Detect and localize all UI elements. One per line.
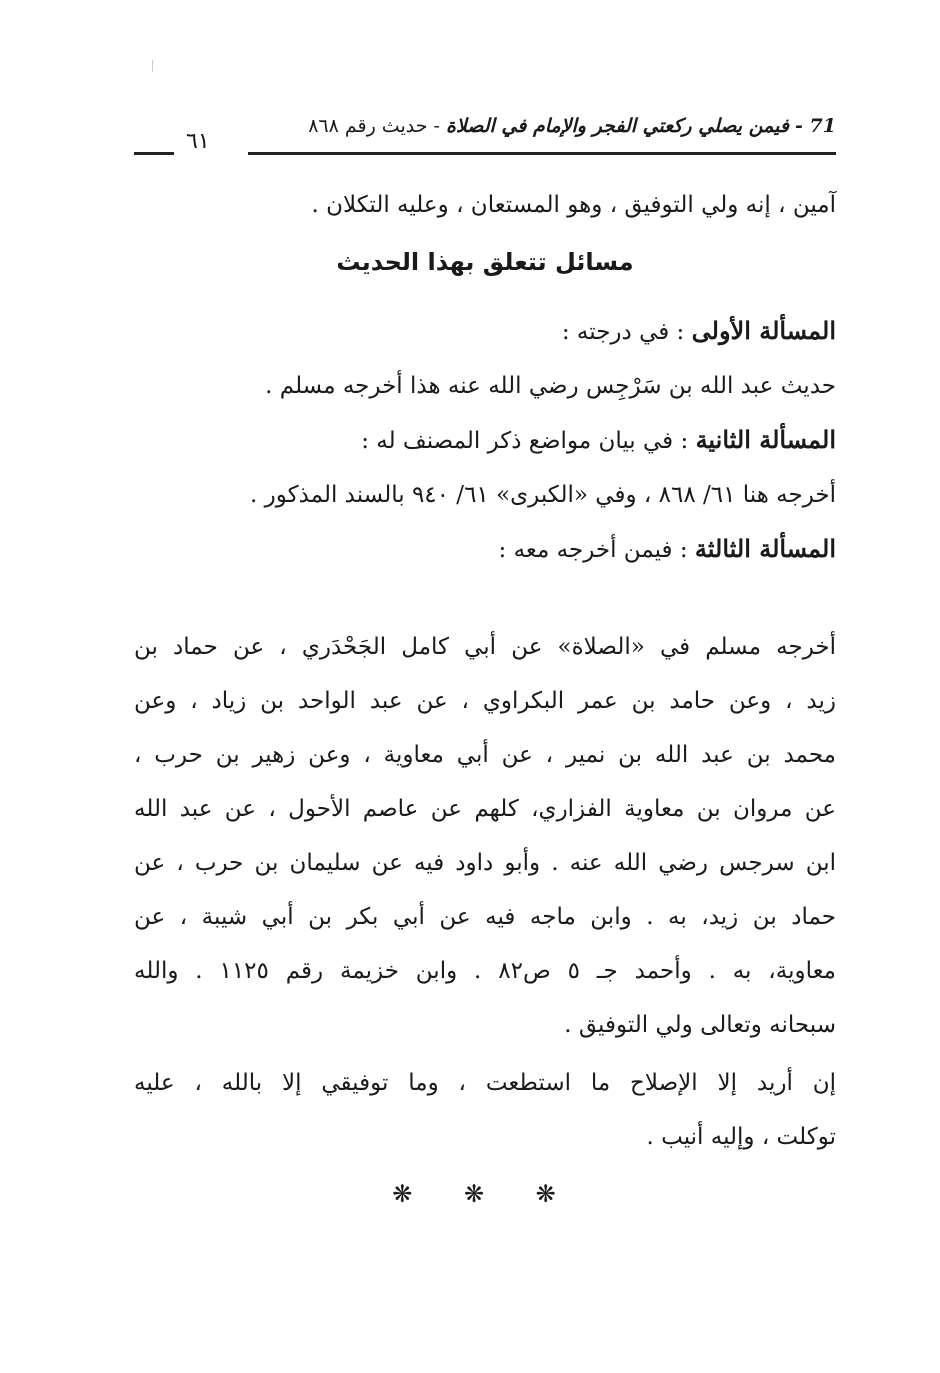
chapter-title: فيمن يصلي ركعتي الفجر والإمام في الصلاة xyxy=(445,115,789,137)
text-line: محمد بن عبد الله بن نمير ، عن أبي معاوية ، وعن زهير بن حرب ، xyxy=(134,742,836,768)
issue-3-title: : فيمن أخرجه معه : xyxy=(498,537,695,563)
issue-1-heading xyxy=(134,304,836,359)
text-line: سبحانه وتعالى ولي التوفيق . xyxy=(564,1012,836,1038)
issue-1-text: حديث عبد الله بن سَرْجِس رضي الله عنه هذا أخرجه مسلم . xyxy=(265,373,836,399)
issue-2-heading xyxy=(134,413,836,468)
section-divider-stars: ❋ ❋ ❋ xyxy=(392,1180,578,1208)
section-heading: مسائل تتعلق بهذا الحديث xyxy=(336,248,634,276)
chapter-number: 71 - xyxy=(795,115,836,137)
text-line: ابن سرجس رضي الله عنه . وأبو داود فيه عن سليمان بن حرب ، عن xyxy=(134,850,836,876)
issue-2-label: المسألة الثانية xyxy=(695,425,836,454)
text-line: زيد ، وعن حامد بن عمر البكراوي ، عن عبد الواحد بن زياد ، وعن xyxy=(134,688,836,714)
issue-3-heading xyxy=(134,522,836,577)
issue-1-title: : في درجته : xyxy=(561,319,692,345)
issue-2-title: : في بيان مواضع ذكر المصنف له : xyxy=(361,428,696,454)
header-rule-short xyxy=(134,152,174,155)
issue-3-label: المسألة الثالثة xyxy=(694,534,836,563)
text-line: آمين ، إنه ولي التوفيق ، وهو المستعان ، وعليه التكلان . xyxy=(311,192,836,218)
text-line: أخرجه مسلم في «الصلاة» عن أبي كامل الجَحْدَري ، عن حماد بن xyxy=(134,634,836,660)
text-line: عن مروان بن معاوية الفزاري، كلهم عن عاصم الأحول ، عن عبد الله xyxy=(134,796,836,822)
text-line: إن أريد إلا الإصلاح ما استطعت ، وما توفيقي إلا بالله ، عليه xyxy=(134,1070,836,1096)
issue-3-paragraph xyxy=(134,620,836,1052)
issue-2-text: أخرجه هنا ٦١/ ٨٦٨ ، وفي «الكبرى» ٦١/ ٩٤٠ بالسند المذكور . xyxy=(250,482,836,508)
text-line: توكلت ، وإليه أنيب . xyxy=(646,1124,836,1150)
scan-mark xyxy=(152,60,153,72)
text-line: حماد بن زيد، به . وابن ماجه فيه عن أبي بكر بن أبي شيبة ، عن xyxy=(134,904,836,930)
issue-1-label: المسألة الأولى xyxy=(691,316,836,345)
header-rule xyxy=(248,152,836,155)
closing-paragraph xyxy=(134,1056,836,1164)
text-line: معاوية، به . وأحمد جـ ٥ ص٨٢ . وابن خزيمة رقم ١١٢٥ . والله xyxy=(134,958,836,984)
hadith-reference: - حديث رقم ٨٦٨ xyxy=(308,115,440,137)
opening-paragraph xyxy=(134,178,836,232)
running-header xyxy=(308,112,836,140)
issues-block xyxy=(134,304,836,577)
page-number: ٦١ xyxy=(186,129,210,154)
